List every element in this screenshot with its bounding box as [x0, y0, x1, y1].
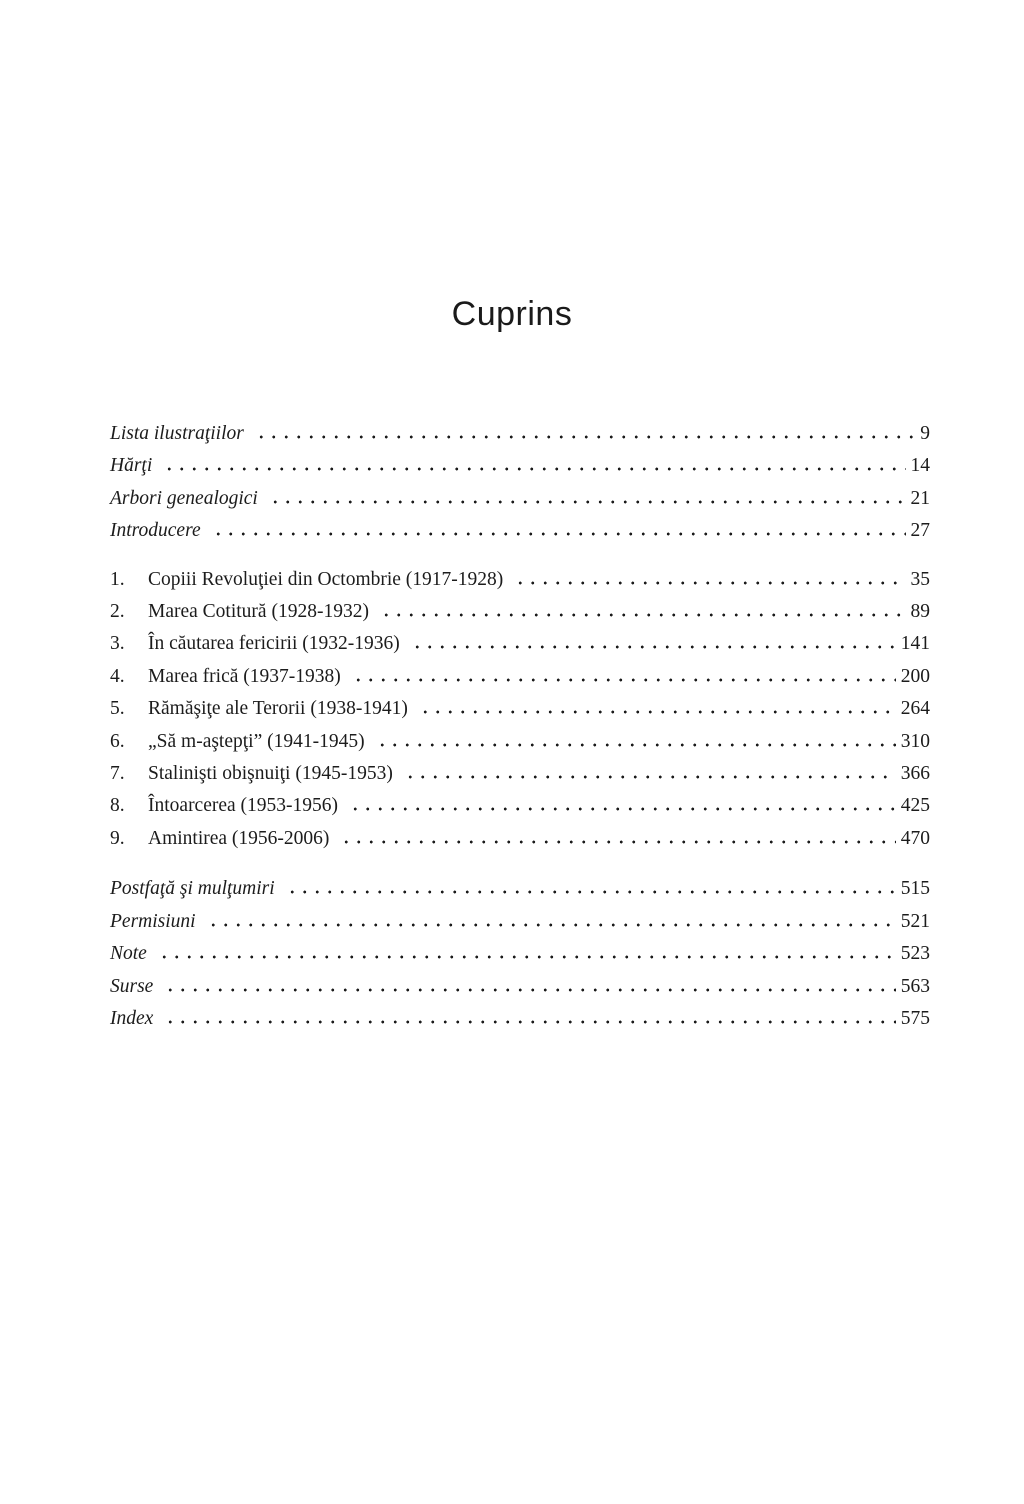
toc-row — [110, 564, 930, 596]
toc-back-matter — [110, 873, 930, 1035]
dot-leader — [346, 806, 896, 812]
dot-leader — [373, 742, 896, 748]
toc-chapter-number: 1. — [110, 568, 125, 590]
dot-leader — [160, 466, 905, 472]
toc-entry-label: Rămăşiţe ale Terorii (1938-1941) — [148, 698, 408, 720]
toc-entry-label: Arbori genealogici — [110, 487, 258, 509]
toc-entry-label: Marea Cotitură (1928-1932) — [148, 601, 369, 623]
dot-leader — [416, 709, 896, 715]
toc-row — [110, 823, 930, 855]
toc-row — [110, 596, 930, 628]
dot-leader — [349, 677, 896, 683]
dot-leader — [252, 434, 915, 440]
page-title: Cuprins — [451, 295, 573, 333]
dot-leader — [377, 612, 906, 618]
toc-entry-label: Introducere — [110, 520, 201, 542]
toc-row — [110, 418, 930, 450]
toc-entry-label: În căutarea fericirii (1932-1936) — [148, 633, 400, 655]
toc-entry-label: Surse — [110, 975, 154, 997]
toc-chapters — [110, 564, 930, 856]
toc-row — [110, 971, 930, 1003]
toc-entry-page: 521 — [900, 910, 930, 932]
toc-row — [110, 726, 930, 758]
toc-entry-page: 141 — [900, 633, 930, 655]
toc-chapter-number: 2. — [110, 601, 125, 623]
toc-chapter-number: 9. — [110, 827, 125, 849]
toc-row — [110, 1003, 930, 1035]
toc-chapter-number: 6. — [110, 730, 125, 752]
toc-entry-label: Hărţi — [110, 455, 153, 477]
dot-leader — [204, 922, 896, 928]
toc-entry-label: Amintirea (1956-2006) — [148, 827, 330, 849]
toc-entry-page: 200 — [900, 665, 930, 687]
toc-row — [110, 515, 930, 547]
toc-entry-page: 21 — [910, 487, 930, 509]
dot-leader — [155, 954, 896, 960]
toc-entry-page: 264 — [900, 698, 930, 720]
toc-entry-page: 575 — [900, 1007, 930, 1029]
dot-leader — [408, 644, 896, 650]
toc-entry-page: 89 — [910, 601, 930, 623]
toc-entry-page: 310 — [900, 730, 930, 752]
toc-entry-label: Copiii Revoluţiei din Octombrie (1917-1928) — [148, 568, 504, 590]
toc-row — [110, 483, 930, 515]
toc-entry-label: Note — [110, 943, 147, 965]
toc-row — [110, 906, 930, 938]
toc-row — [110, 661, 930, 693]
toc-row — [110, 450, 930, 482]
table-of-contents — [110, 418, 930, 1035]
toc-entry-page: 35 — [910, 568, 930, 590]
dot-leader — [401, 774, 896, 780]
dot-leader — [161, 1019, 895, 1025]
toc-row — [110, 873, 930, 905]
toc-row — [110, 938, 930, 970]
toc-row — [110, 693, 930, 725]
dot-leader — [337, 839, 895, 845]
toc-entry-page: 425 — [900, 795, 930, 817]
toc-entry-page: 9 — [920, 423, 930, 444]
dot-leader — [283, 889, 896, 895]
toc-entry-label: „Să m-aştepţi” (1941-1945) — [148, 730, 365, 752]
toc-entry-page: 27 — [910, 520, 930, 542]
dot-leader — [266, 499, 906, 505]
toc-chapter-number: 8. — [110, 795, 125, 817]
toc-entry-page: 14 — [910, 455, 930, 477]
toc-chapter-number: 5. — [110, 698, 125, 720]
toc-entry-page: 523 — [900, 943, 930, 965]
toc-entry-label: Lista ilustraţiilor — [110, 423, 244, 444]
toc-entry-page: 470 — [900, 827, 930, 849]
dot-leader — [161, 987, 895, 993]
toc-front-matter — [110, 418, 930, 548]
toc-row — [110, 758, 930, 790]
toc-entry-label: Permisiuni — [110, 910, 196, 932]
toc-entry-page: 366 — [900, 763, 930, 785]
toc-entry-label: Marea frică (1937-1938) — [148, 665, 341, 687]
toc-entry-label: Postfaţă şi mulţumiri — [110, 878, 275, 900]
toc-entry-page: 515 — [900, 878, 930, 900]
dot-leader — [511, 580, 905, 586]
toc-entry-page: 563 — [900, 975, 930, 997]
toc-entry-label: Stalinişti obişnuiţi (1945-1953) — [148, 763, 393, 785]
toc-chapter-number: 7. — [110, 763, 125, 785]
toc-entry-label: Întoarcerea (1953-1956) — [148, 795, 339, 817]
toc-row — [110, 790, 930, 822]
dot-leader — [209, 531, 906, 537]
toc-chapter-number: 4. — [110, 665, 125, 687]
toc-chapter-number: 3. — [110, 633, 125, 655]
toc-row — [110, 628, 930, 660]
toc-entry-label: Index — [110, 1007, 154, 1029]
